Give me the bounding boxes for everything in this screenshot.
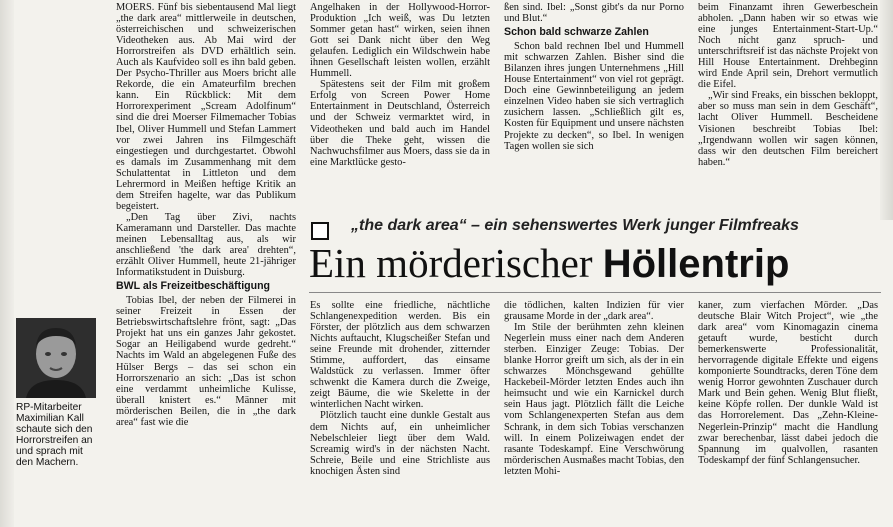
paragraph: „Wir sind Freaks, ein bisschen bekloppt, aber so muss man sein in dem Geschäft“, lacht Oliver Hummell. Bescheidene Visionen beschreibt Tobias Ibel: „Irgendwann wollen wir sagen können, dass wir den deutschen Film bereichert haben.“: [698, 90, 878, 168]
paragraph: Schon bald rechnen Ibel und Hummell mit schwarzen Zahlen. Bisher sind die Bilanzen ihres jungen Unternehmens „Hill House Entertainment“ von viel rot geprägt. Doch eine Gewinnbeteiligung an jedem einzelnen Video haben sie sich vertraglich zusichern lassen. „Schließlich gilt es, Kosten für Equipment und unsere nächsten Projekte zu decken“, so Ibel. In wenigen Tagen wollen sie sich: [504, 41, 684, 152]
paragraph: Angelhaken in der Hollywood-Horror-Produktion „Ich weiß, was Du letzten Sommer getan hast“ wirken, seien ihnen Gott sei Dank nicht über den Weg gelaufen. Lediglich ein Wildschwein habe ihnen Gesellschaft leisten wollen, erzählt Hummell.: [310, 2, 490, 80]
paragraph: ßen sind. Ibel: „Sonst gibt's da nur Porno und Blut.“: [504, 2, 684, 25]
paragraph: Es sollte eine friedliche, nächtliche Schlangenexpedition werden. Bis ein Förster, der plötzlich aus dem schwarzen Nichts auftaucht, Klugscheißer Stefan und seine Freunde mit drohender, zitternder Stimme, auffordert, das einsame Waldstück zu verlassen. Immer öfter schwenkt die Kamera durch die Zweige, zeigt Bäume, die wie Skelette in der winterlichen Nacht wirken.: [310, 300, 490, 411]
headline-regular: Ein mörderischer: [309, 240, 603, 286]
headline-bold: Höllentrip: [602, 242, 790, 286]
article-column-4: [698, 2, 878, 202]
article-column-3: [504, 2, 684, 202]
paragraph: kaner, zum vierfachen Mörder. „Das deutsche Blair Witch Project“, wie „the dark area“ vom Kinomagazin cinema getauft wurde, besticht durch bemerkenswerte Professionalität, hervorragende digitale Effekte und eigens komponierte Soundtracks, deren Töne dem wenig Horror gewohnten Zuschauer durch Mark und Bein gehen. Wenig Blut fließt, keine Köpfe rollen. Der dunkle Wald ist das Horrorelement. Das „Zehn-Kleine-Negerlein-Prinzip“ macht die Handlung zwar berechenbar, lässt dabei jedoch die Spannung im qualvollen, rasanten Todeskampf der fünf Schlangensucher.: [698, 300, 878, 466]
paragraph: Tobias Ibel, der neben der Filmerei in seiner Freizeit in Essen der Betriebswirtschaftslehre frönt, sagt: „Das Projekt hat uns ein ganzes Jahr gekostet. Sogar an Heiligabend wurde gedreht.“ Nachts im Wald an abgelegenen Fuße des Hülser Bergs – das sei schon ein Horrorszenario an sich: „Das ist schon eine verdammt unheimliche Kulisse, überall knistert es.“ Männer mit mörderischen Beilen, die in „the dark area“ fast wie die: [116, 295, 296, 428]
paragraph: Spätestens seit der Film mit großem Erfolg von Screen Power Home Entertainment in Deutschland, Österreich und der Schweiz vermarktet wird, in Videotheken und bald auch im Handel über die Theke geht, wissen die Nachwuchsfilmer aus Moers, dass sie da in eine Marktlücke gesto-: [310, 79, 490, 168]
review-column-3: [698, 300, 878, 524]
review-column-1: [310, 300, 490, 524]
photo-caption: RP-Mitarbeiter Maximilian Kall schaute sich den Horrorstreifen an und sprach mit den Machern.: [16, 402, 93, 469]
article-column-1: [116, 2, 296, 524]
scan-right-edge: [880, 0, 893, 220]
subheading: BWL als Freizeitbeschäftigung: [116, 280, 271, 293]
paragraph: Im Stile der berühmten zehn kleinen Negerlein muss einer nach dem Anderen sterben. Einziger Zeuge: Tobias. Der blanke Horror greift um sich, als der in ein schwarzes Mönchsgewand gehüllte Hackebeil-Mörder letzten Endes auch ihn heimsucht und wie ein Karnickel durch sein Haus jagt. Plötzlich fällt die Leiche vom Schlangenexperten Stefan aus dem Schrank, in dem sich Tobias verschanzen will. In einem Polizeiwagen endet der rasante Todeskampf. Eine Verschwörung mörderischen Ausmaßes macht Tobias, den letzten Mohi-: [504, 322, 684, 477]
scan-left-edge: [0, 0, 14, 527]
divider: [309, 292, 881, 293]
paragraph: Plötzlich taucht eine dunkle Gestalt aus dem Nichts auf, ein unheimlicher Nebelschleier liegt über dem Wald. Screamig wird's in der nächsten Nacht. Schreie, Beile und eine Strichliste aus knochigen Ästen sind: [310, 410, 490, 477]
article-column-2: [310, 2, 490, 202]
checkbox-square-icon: [311, 222, 329, 240]
headline: [309, 239, 789, 288]
paragraph: die tödlichen, kalten Indizien für vier grausame Morde in der „dark area“.: [504, 300, 684, 323]
author-photo: [16, 318, 96, 398]
paragraph: beim Finanzamt ihren Gewerbeschein abholen. „Dann haben wir so etwas wie eine junges Entertainment-Start-Up.“ Noch nicht ganz spruch- und unterschriftsreif ist das nächste Projekt von Hill House Entertainment. Drehbeginn wird Ende April sein, Drehort vermutlich die Eifel.: [698, 2, 878, 91]
subheading: Schon bald schwarze Zahlen: [504, 26, 649, 39]
kicker-line: „the dark area“ – ein sehenswertes Werk junger Filmfreaks: [351, 217, 799, 234]
portrait-image: [16, 318, 96, 398]
review-column-2: [504, 300, 684, 524]
paragraph: MOERS. Fünf bis siebentausend Mal liegt „the dark area“ mittlerweile in deutschen, österreichischen und schweizerischen Videotheken aus. Ab Mai wird der Horrorstreifen als DVD erhältlich sein. Auch als Kaufvideo soll es ihn bald geben. Der Psycho-Thriller aus Moers bricht alle Rekorde, die ein Amateurfilm brechen kann. Ein Rückblick: Mit dem Horrorexperiment „Scream Adolfinum“ sind die drei Moerser Filmemacher Tobias Ibel, Oliver Hummell und Stefan Lammert vor zwei Jahren ins Filmgeschäft eingestiegen und durchgestartet. Obwohl es damals im Zusammenhang mit dem Schulattentat in Littleton und dem Lehrermord in Meißen heftige Kritik an dem Streifen hagelte, war das Publikum begeistert.: [116, 2, 296, 212]
paragraph: „Den Tag über Zivi, nachts Kameramann und Darsteller. Das machte meinen Lebensalltag aus, als wir anschließend 'the dark area' drehten“, erzählt Oliver Hummell, heute 21-jähriger Informatikstudent in Duisburg.: [116, 211, 296, 279]
